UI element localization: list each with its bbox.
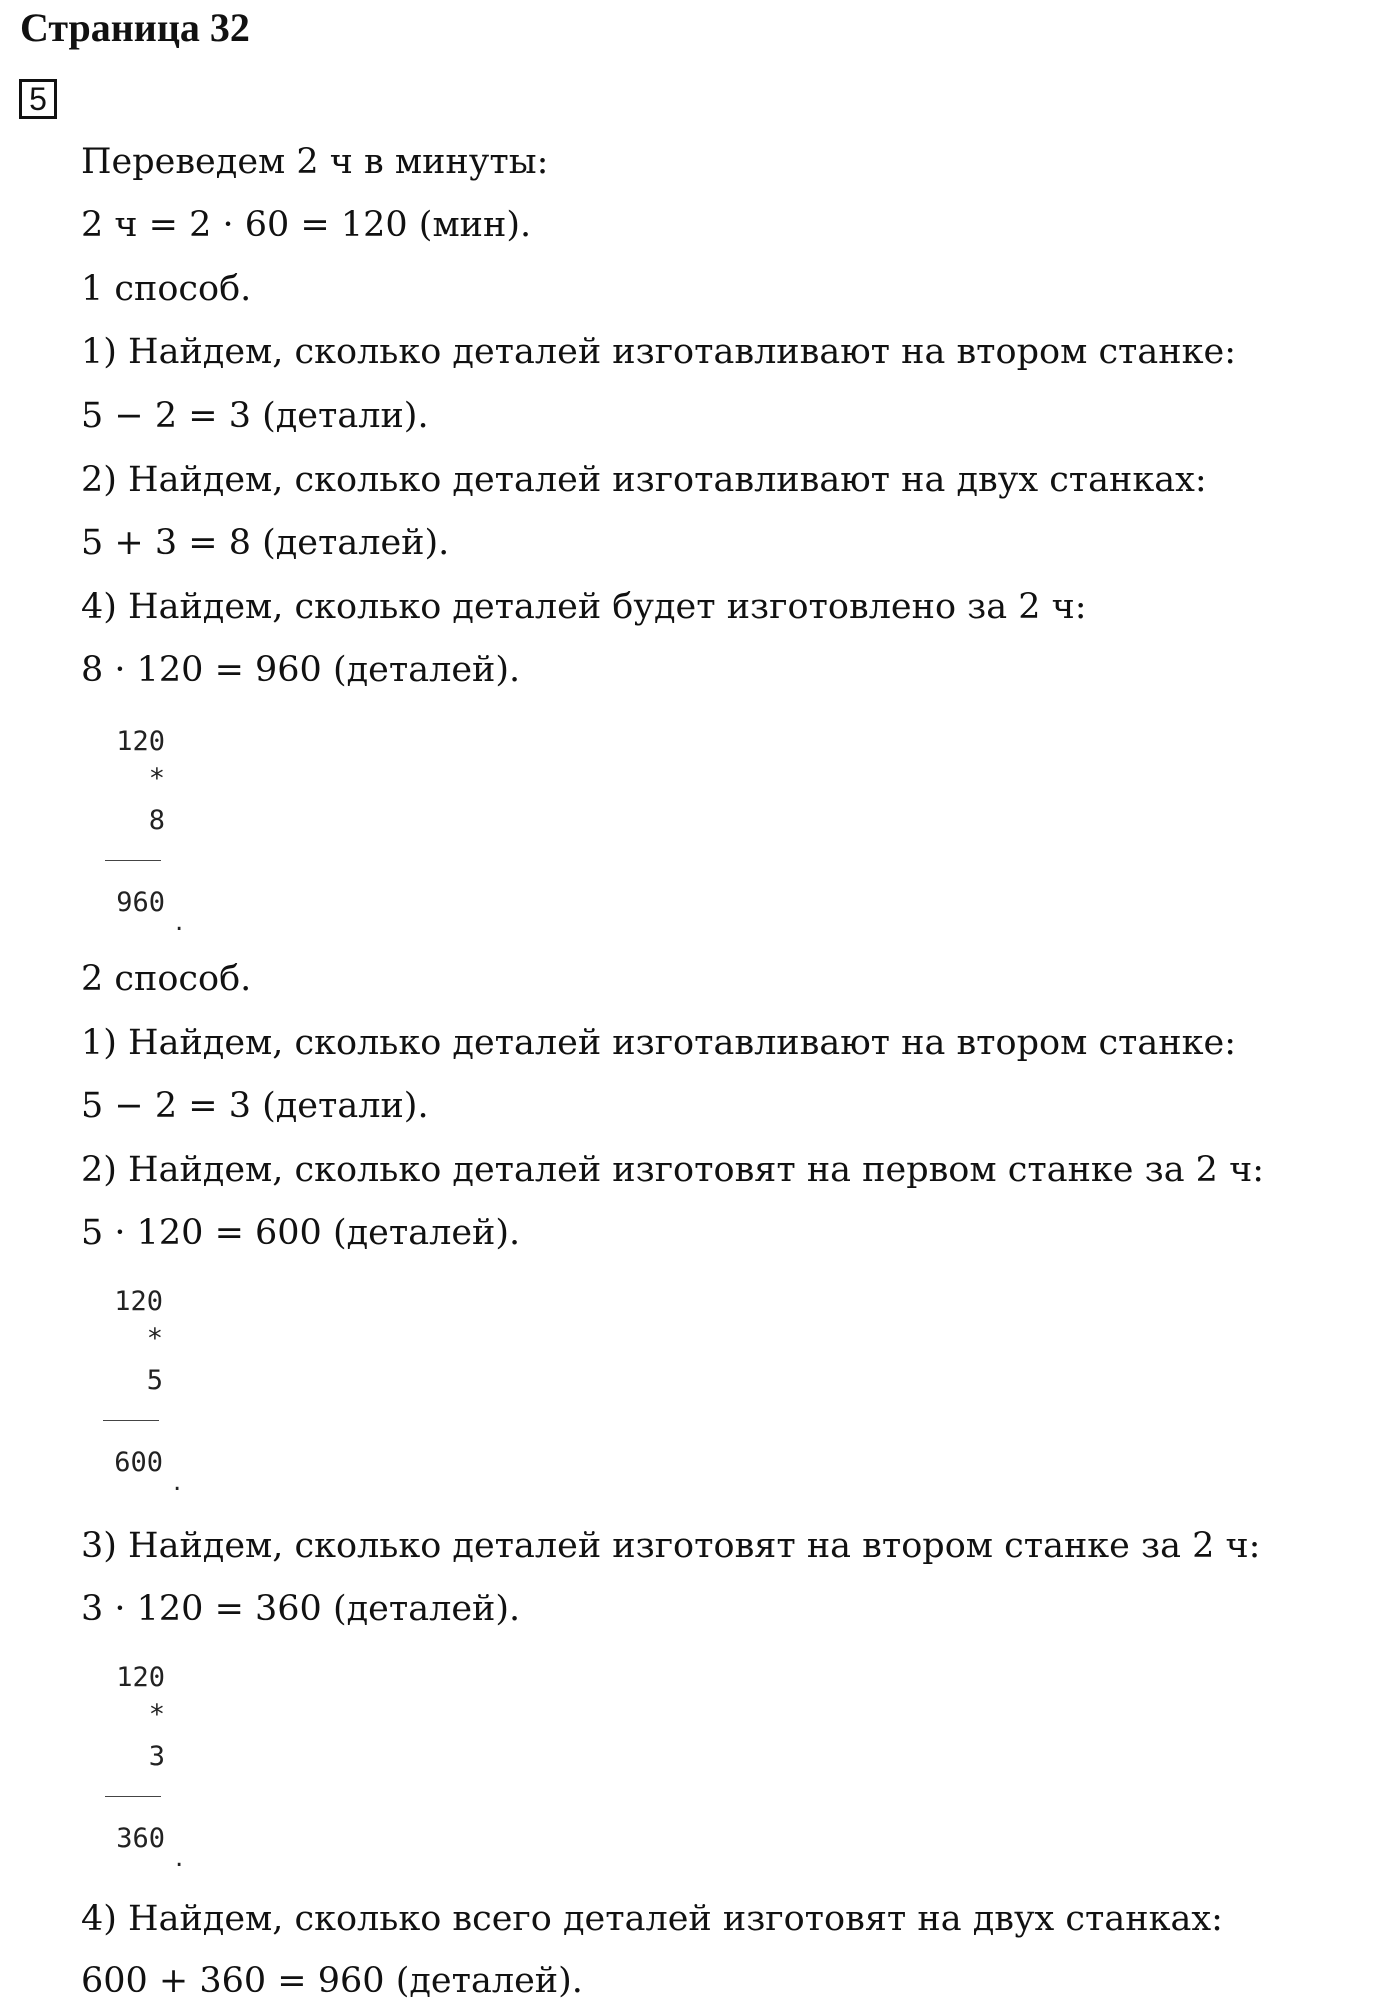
- method1-heading: 1 способ.: [81, 269, 252, 309]
- method1-step4-text: 4) Найдем, сколько деталей будет изготовлено за 2 ч:: [81, 587, 1087, 627]
- method1-step1-text: 1) Найдем, сколько деталей изготавливают на втором станке:: [81, 332, 1236, 372]
- method1-step4-equation: 8 · 120 = 960 (деталей).: [81, 650, 521, 690]
- calc-rule: [105, 860, 161, 861]
- calc-result: 960: [116, 887, 165, 918]
- method2-step4-equation: 600 + 360 = 960 (деталей).: [81, 1961, 583, 2001]
- calc-result: 360: [116, 1823, 165, 1854]
- calc-operator: *: [148, 763, 165, 794]
- calc-rule: [103, 1420, 159, 1421]
- calc-dot: .: [175, 907, 184, 937]
- method2-step3-text: 3) Найдем, сколько деталей изготовят на втором станке за 2 ч:: [81, 1526, 1261, 1566]
- calc-multiplicand: 120: [114, 1286, 163, 1317]
- method2-step2-equation: 5 · 120 = 600 (деталей).: [81, 1213, 521, 1253]
- calc-multiplier: 3: [148, 1741, 165, 1772]
- calc-result: 600: [114, 1447, 163, 1478]
- method2-step1-text: 1) Найдем, сколько деталей изготавливают на втором станке:: [81, 1023, 1236, 1063]
- calc-multiplicand: 120: [116, 726, 165, 757]
- calc-dot: .: [175, 1843, 184, 1873]
- calc-operator: *: [148, 1699, 165, 1730]
- intro-equation: 2 ч = 2 · 60 = 120 (мин).: [81, 205, 532, 245]
- method2-step4-text: 4) Найдем, сколько всего деталей изготовят на двух станках:: [81, 1899, 1223, 1939]
- calc-multiplier: 5: [146, 1365, 163, 1396]
- method2-step2-text: 2) Найдем, сколько деталей изготовят на первом станке за 2 ч:: [81, 1150, 1265, 1190]
- method1-step2-equation: 5 + 3 = 8 (деталей).: [81, 523, 450, 563]
- intro-line: Переведем 2 ч в минуты:: [81, 142, 549, 182]
- calc-multiplicand: 120: [116, 1662, 165, 1693]
- task-number-badge: 5: [19, 79, 57, 119]
- calc-multiplier: 8: [148, 805, 165, 836]
- page-title: Страница 32: [20, 5, 250, 50]
- method2-step1-equation: 5 − 2 = 3 (детали).: [81, 1086, 429, 1126]
- method2-step3-equation: 3 · 120 = 360 (деталей).: [81, 1589, 521, 1629]
- calc-operator: *: [146, 1323, 163, 1354]
- method2-heading: 2 способ.: [81, 959, 252, 999]
- method1-step1-equation: 5 − 2 = 3 (детали).: [81, 396, 429, 436]
- method1-step2-text: 2) Найдем, сколько деталей изготавливают на двух станках:: [81, 460, 1207, 500]
- calc-rule: [105, 1796, 161, 1797]
- calc-dot: .: [173, 1467, 182, 1497]
